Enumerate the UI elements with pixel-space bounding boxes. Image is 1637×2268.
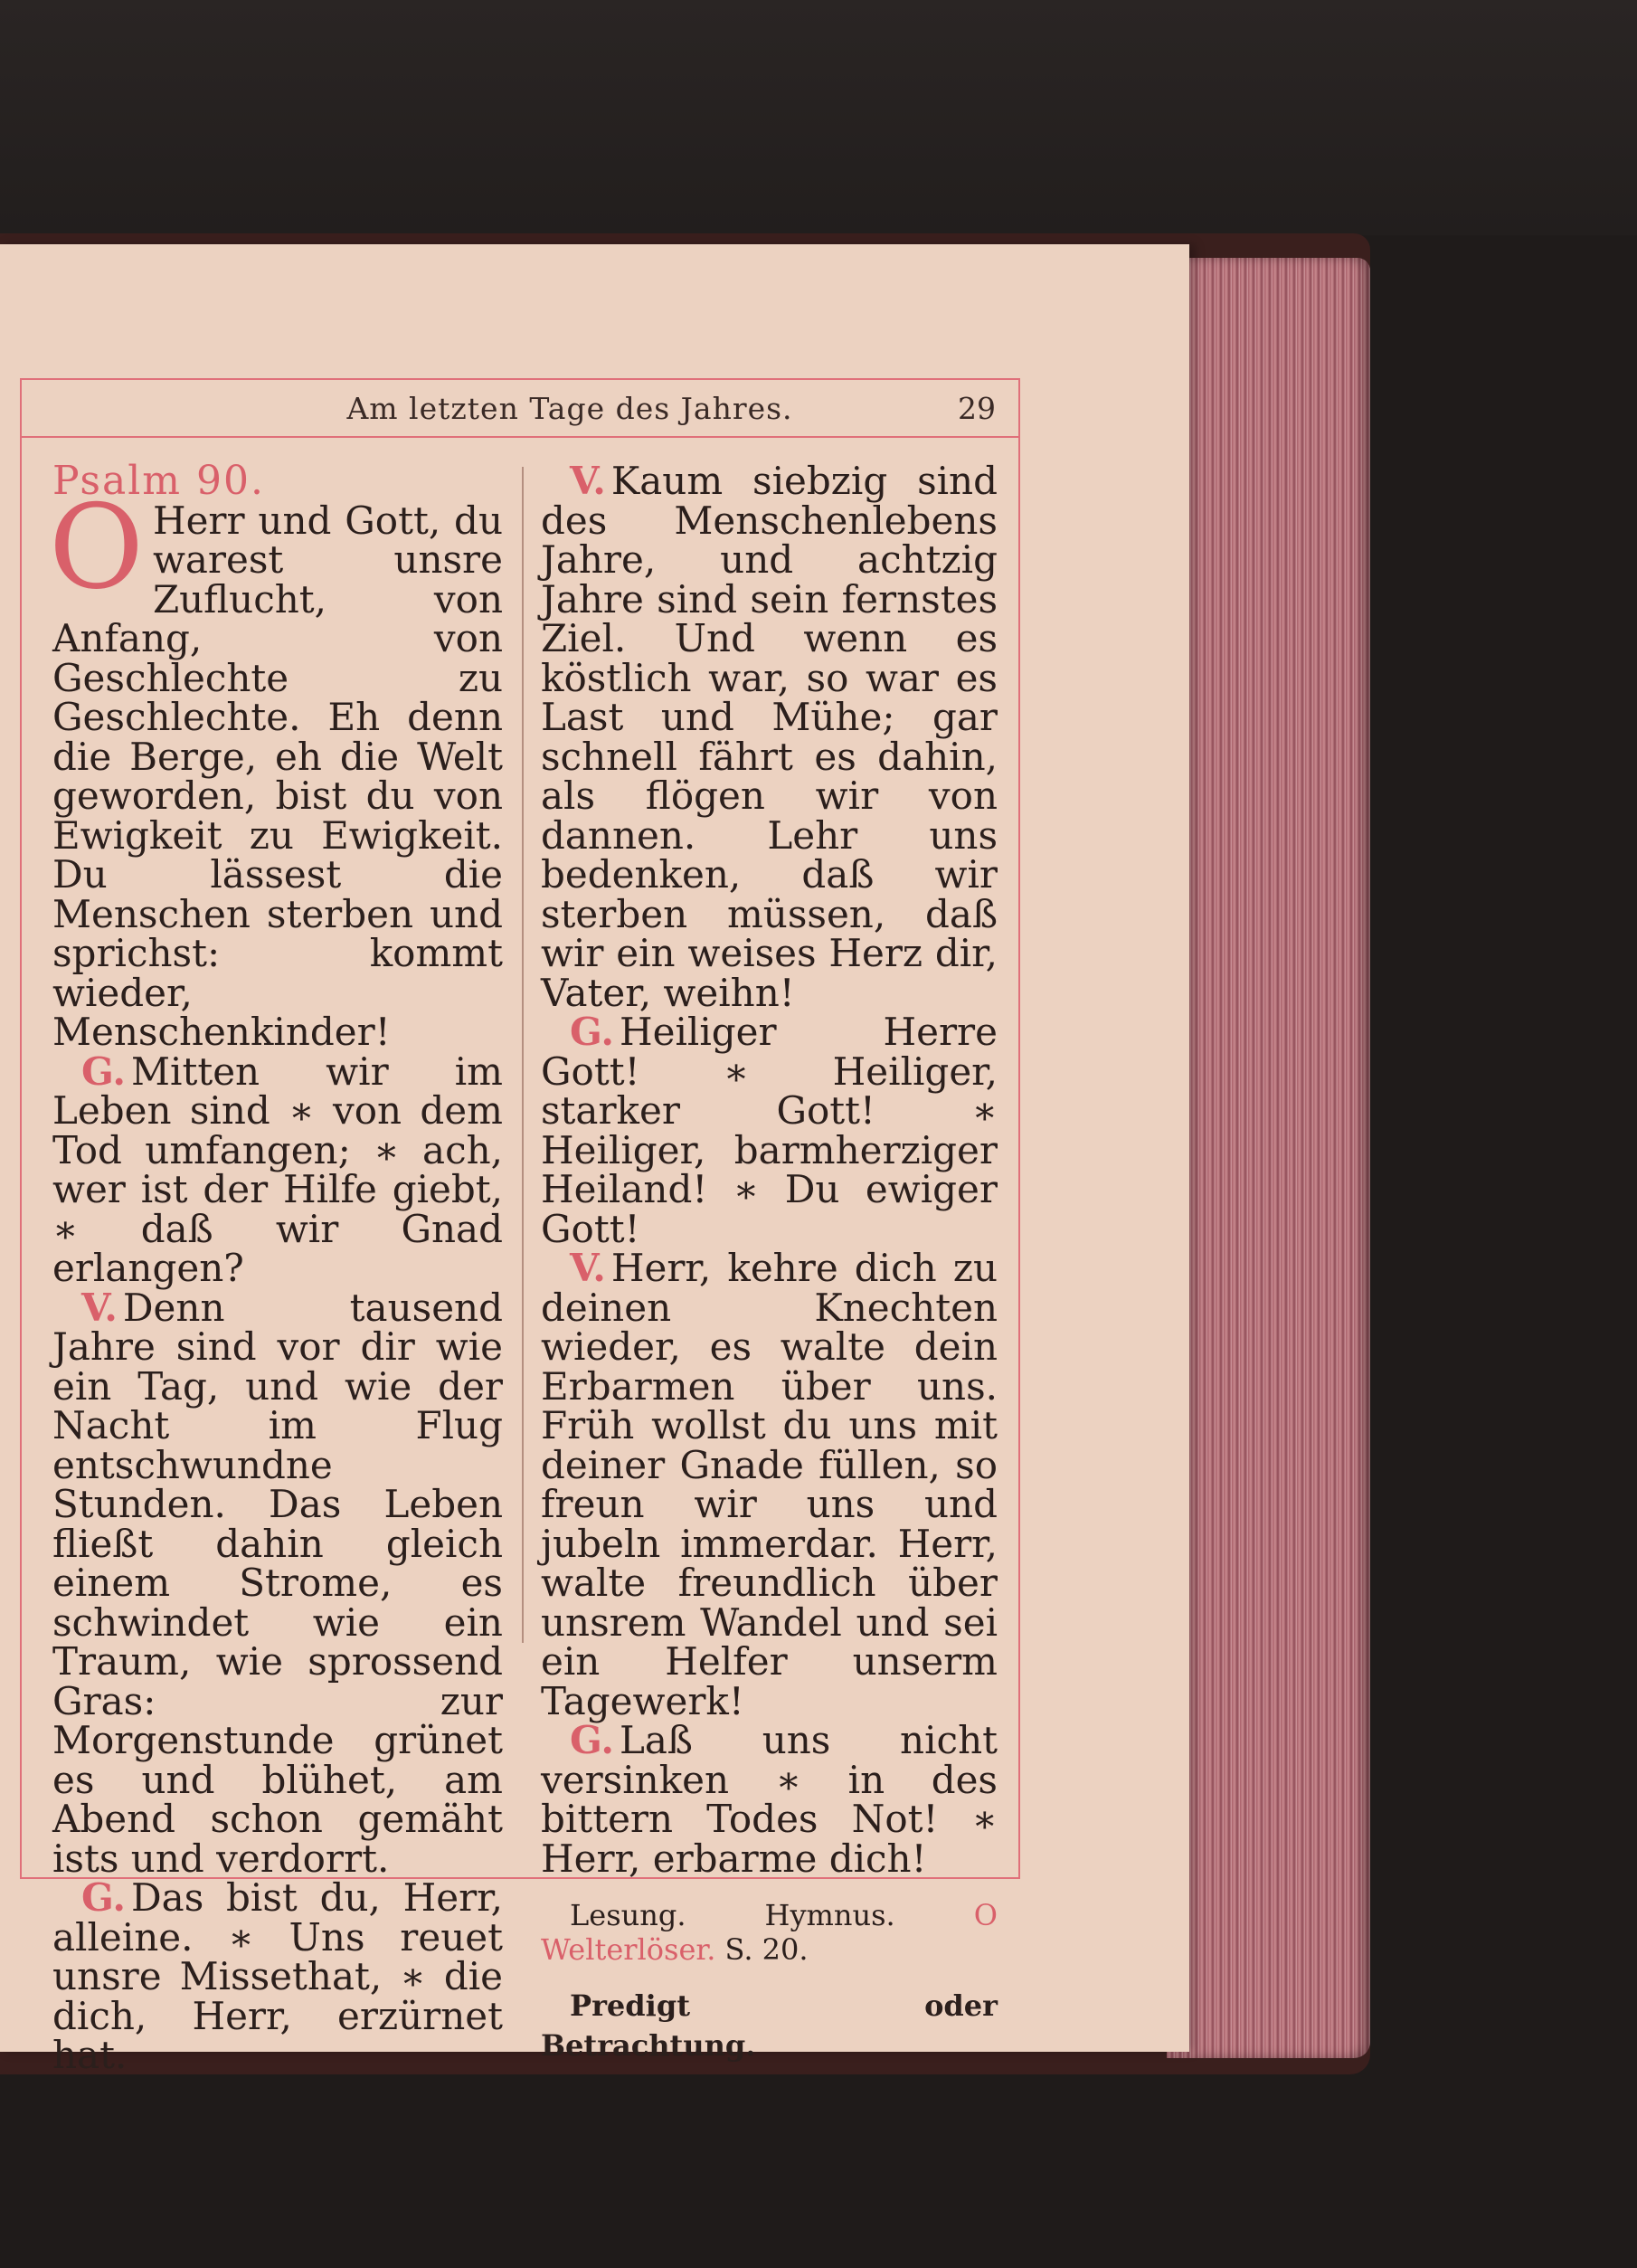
background-top <box>0 0 1637 235</box>
verse-text: Denn tausend Jahre sind vor dir wie ein Tag, und wie der Nacht im Flug entschwundne Stunden. Das Leben fließt dahin gleich einem Strome, es schwindet wie ein Traum, wie sprossend Gras: zur Morgenstunde grünet es und blühet, am Abend schon gemäht ists und verdorrt. <box>52 1285 503 1881</box>
speaker-label: V. <box>570 459 606 503</box>
verse-text: Mitten wir im Leben sind ∗ von dem Tod umfangen; ∗ ach, wer ist der Hilfe giebt, ∗ daß wir Gnad erlangen? <box>52 1049 503 1290</box>
drop-cap: O <box>49 479 144 615</box>
response-g3 <box>541 1010 998 1251</box>
response-g1 <box>52 1049 503 1290</box>
verse-text: Heiliger Herre Gott! ∗ Heiliger, starker Gott! ∗ Heiliger, barmherziger Heiland! ∗ Du ewiger Gott! <box>541 1010 998 1251</box>
rubric-page: S. 20. <box>724 1932 809 1967</box>
psalm-title: Psalm 90. <box>52 458 265 504</box>
response-g4 <box>541 1718 998 1881</box>
rubric-line <box>541 1898 998 1967</box>
verse-v3 <box>541 1248 998 1721</box>
verse-text: Kaum siebzig sind des Menschenlebens Jahre, und achtzig Jahre sind sein fernstes Ziel. Und wenn es köstlich war, so war es Last und Mühe; gar schnell fährt es dahin, als flögen wir von dannen. Lehr uns bedenken, daß wir sterben müssen, daß wir ein weises Herz dir, Vater, weihn! <box>541 459 998 1015</box>
verse-text: Herr, kehre dich zu deinen Knechten wieder, es walte dein Erbarmen über uns. Früh wollst du uns mit deiner Gnade füllen, so freun wir uns und jubeln immerdar. Herr, walte freundlich über unsrem Wandel und sei ein Helfer unserm Tagewerk! <box>541 1246 998 1723</box>
page-number: 29 <box>958 391 996 426</box>
left-column <box>49 458 503 2077</box>
page-edges <box>1167 258 1370 2058</box>
running-head: Am letzten Tage des Jahres. <box>346 391 793 426</box>
speaker-label: G. <box>81 1875 126 1920</box>
speaker-label: G. <box>81 1049 126 1094</box>
verse-text: Laß uns nicht versinken ∗ in des bittern Todes Not! ∗ Herr, erbarme dich! <box>541 1718 998 1881</box>
verse-v2 <box>541 459 998 1015</box>
rubric-prefix: Lesung. Hymnus. <box>570 1898 895 1932</box>
speaker-label: G. <box>570 1010 614 1054</box>
speaker-label: V. <box>570 1246 606 1290</box>
response-g2 <box>52 1875 503 2077</box>
sermon-line: Predigt oder Betrachtung. <box>541 1988 998 2063</box>
rubric-hymn: O Welterlöser. <box>541 1898 998 1967</box>
book-page <box>0 244 1189 2077</box>
verse-v1 <box>52 1285 503 1881</box>
right-column <box>541 461 998 2065</box>
header-rule <box>20 436 1018 438</box>
verse-text: Das bist du, Herr, alleine. ∗ Uns reuet unsre Missethat, ∗ die dich, Herr, erzürnet hat. <box>52 1875 503 2077</box>
speaker-label: V. <box>81 1285 118 1330</box>
opening-text: Herr und Gott, du warest unsre Zuflucht, von Anfang, von Geschlechte zu Geschlechte. Eh denn die Berge, eh die Welt geworden, bist du von Ewigkeit zu Ewigkeit. Du lässest die Menschen sterben und sprichst: kommt wieder, Menschenkinder! <box>52 498 503 1054</box>
column-divider <box>522 467 524 1643</box>
speaker-label: G. <box>570 1718 614 1762</box>
